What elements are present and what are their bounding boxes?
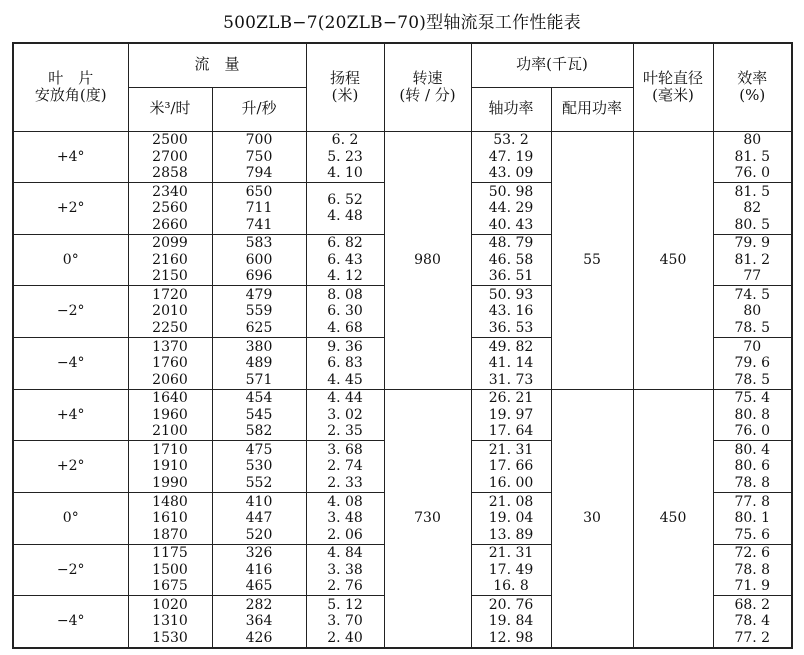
blade-angle-cell-value: +2° [56,458,85,475]
efficiency-cell-value: 80. 4 [734,441,771,458]
flow-m3h-cell-value: 2160 [152,251,188,268]
efficiency-cell-value: 78. 8 [734,474,771,491]
header-speed: 转速 (转 / 分) [384,43,471,131]
head-cell [306,544,384,596]
shaft-power-cell-value: 20. 76 [488,596,534,613]
shaft-power-cell-value: 21. 31 [488,441,534,458]
matched-power-cell-value: 30 [583,510,601,527]
flow-m3h-cell-value: 1370 [152,338,188,355]
speed-cell-value: 730 [414,510,441,527]
flow-ls-cell-value: 545 [245,406,273,423]
header-shaft-power: 轴功率 [471,87,551,131]
shaft-power-cell-value: 19. 97 [488,406,534,423]
efficiency-cell-value: 80. 5 [734,216,771,233]
flow-m3h-cell [128,544,212,596]
flow-ls-cell-value: 571 [245,371,273,388]
header-impeller-diameter: 叶轮直径 (毫米) [633,43,713,131]
efficiency-cell-value: 80 [743,132,762,149]
efficiency-cell-value: 78. 8 [734,561,771,578]
flow-m3h-cell-value: 1175 [152,545,188,562]
head-cell [306,596,384,648]
flow-m3h-cell-value: 2010 [152,303,188,320]
head-cell-value: 2. 35 [327,423,363,440]
flow-ls-cell-value: 583 [245,235,273,252]
efficiency-cell [713,338,792,390]
efficiency-cell-value: 68. 2 [734,596,771,613]
flow-ls-cell-value: 794 [245,165,273,182]
flow-ls-cell [212,389,306,441]
shaft-power-cell-value: 46. 58 [488,251,534,268]
flow-ls-cell-value: 582 [245,423,273,440]
shaft-power-cell-value: 50. 98 [488,183,534,200]
table-row [13,131,792,183]
shaft-power-cell-value: 41. 14 [488,355,534,372]
flow-m3h-cell-value: 1760 [152,355,188,372]
blade-angle-cell-value: +4° [56,148,85,165]
efficiency-cell-value: 76. 0 [734,165,771,182]
blade-angle-cell-value: +2° [56,200,85,217]
shaft-power-cell-value: 16. 00 [488,474,534,491]
efficiency-cell-value: 79. 9 [734,235,771,252]
head-cell-value: 4. 12 [327,268,363,285]
flow-ls-cell-value: 479 [245,286,273,303]
flow-ls-cell-value: 454 [245,390,273,407]
flow-ls-cell-value: 447 [245,510,273,527]
performance-table [12,42,793,649]
head-cell [306,234,384,286]
impeller-diameter-cell [633,389,713,648]
efficiency-cell-value: 80. 1 [734,510,771,527]
efficiency-cell [713,596,792,648]
shaft-power-cell-value: 12. 98 [488,629,534,646]
efficiency-cell-value: 79. 6 [734,355,771,372]
efficiency-cell-value: 74. 5 [734,286,771,303]
header-head: 扬程 (米) [306,43,384,131]
shaft-power-cell-value: 49. 82 [488,338,534,355]
head-cell-value: 6. 82 [327,235,363,252]
head-cell-value: 5. 12 [327,596,363,613]
flow-ls-cell [212,286,306,338]
flow-m3h-cell-value: 1870 [152,526,188,543]
efficiency-cell-value: 75. 6 [734,526,771,543]
head-cell-value: 4. 10 [327,165,363,182]
shaft-power-cell-value: 21. 08 [488,493,534,510]
flow-m3h-cell [128,234,212,286]
efficiency-cell-value: 82 [743,200,762,217]
head-cell-value: 8. 08 [327,286,363,303]
flow-m3h-cell-value: 2150 [152,268,188,285]
shaft-power-cell-value: 47. 19 [488,148,534,165]
shaft-power-cell [471,131,551,183]
flow-ls-cell-value: 696 [245,268,273,285]
efficiency-cell [713,492,792,544]
efficiency-cell-value: 81. 5 [734,183,771,200]
head-cell-value: 4. 44 [327,390,363,407]
flow-m3h-cell-value: 1610 [152,510,188,527]
shaft-power-cell [471,183,551,235]
flow-ls-cell-value: 416 [245,561,273,578]
head-cell [306,183,384,235]
shaft-power-cell-value: 44. 29 [488,200,534,217]
efficiency-cell-value: 71. 9 [734,578,771,595]
efficiency-cell-value: 78. 5 [734,320,771,336]
flow-m3h-cell-value: 1310 [152,613,188,630]
head-cell-value: 3. 68 [327,441,363,458]
flow-m3h-cell-value: 2099 [152,235,188,252]
head-cell-value: 3. 48 [327,510,363,527]
head-cell-value: 4. 68 [327,320,363,336]
head-cell [306,131,384,183]
flow-m3h-cell-value: 2700 [152,148,188,165]
flow-ls-cell-value: 625 [245,320,273,336]
blade-angle-cell [13,183,128,235]
head-cell-value: 3. 70 [327,613,363,630]
shaft-power-cell-value: 36. 51 [488,268,534,285]
shaft-power-cell-value: 53. 2 [493,132,529,149]
shaft-power-cell [471,286,551,338]
head-cell-value: 3. 38 [327,561,363,578]
flow-ls-cell-value: 520 [245,526,273,543]
flow-ls-cell [212,492,306,544]
head-cell-value: 4. 08 [327,493,363,510]
efficiency-cell-value: 78. 4 [734,613,771,630]
efficiency-cell-value: 77 [743,268,762,285]
head-cell-value: 6. 2 [331,132,359,149]
flow-ls-cell-value: 650 [245,183,273,200]
flow-ls-cell-value: 559 [245,303,273,320]
efficiency-cell [713,131,792,183]
blade-angle-cell-value: 0° [62,510,79,527]
shaft-power-cell [471,389,551,441]
flow-m3h-cell-value: 1640 [152,390,188,407]
flow-m3h-cell-value: 1720 [152,286,188,303]
head-cell [306,389,384,441]
matched-power-cell-value: 55 [583,251,601,268]
flow-ls-cell-value: 364 [245,613,273,630]
head-cell-value: 2. 76 [327,578,363,595]
efficiency-cell-value: 77. 8 [734,493,771,510]
shaft-power-cell [471,234,551,286]
flow-m3h-cell-value: 1960 [152,406,188,423]
shaft-power-cell-value: 36. 53 [488,320,534,336]
flow-ls-cell-value: 711 [245,200,273,217]
blade-angle-cell [13,389,128,441]
shaft-power-cell-value: 16. 8 [493,578,529,595]
head-cell-value: 4. 48 [327,208,363,225]
blade-angle-cell-value: +4° [56,406,85,423]
flow-ls-cell-value: 530 [245,458,273,475]
shaft-power-cell [471,338,551,390]
flow-m3h-cell-value: 2250 [152,320,188,336]
efficiency-cell-value: 76. 0 [734,423,771,440]
flow-m3h-cell-value: 1675 [152,578,188,595]
head-cell-value: 6. 30 [327,303,363,320]
flow-ls-cell [212,338,306,390]
shaft-power-cell [471,596,551,648]
efficiency-cell-value: 80. 8 [734,406,771,423]
flow-ls-cell [212,131,306,183]
head-cell-value: 2. 74 [327,458,363,475]
speed-cell [384,131,471,389]
head-cell-value: 2. 33 [327,474,363,491]
blade-angle-cell-value: −4° [56,355,85,372]
head-cell-value: 4. 45 [327,371,363,388]
flow-m3h-cell [128,492,212,544]
header-efficiency: 效率 (%) [713,43,792,131]
impeller-diameter-cell-value: 450 [659,251,687,268]
blade-angle-cell [13,441,128,493]
flow-ls-cell-value: 741 [245,216,273,233]
flow-ls-cell-value: 600 [245,251,273,268]
efficiency-cell [713,234,792,286]
flow-m3h-cell-value: 1910 [152,458,188,475]
head-cell-value: 4. 84 [327,545,363,562]
flow-m3h-cell [128,389,212,441]
head-cell [306,492,384,544]
flow-m3h-cell-value: 2858 [152,165,188,182]
flow-m3h-cell-value: 2500 [152,132,188,149]
header-matched-power: 配用功率 [551,87,633,131]
impeller-diameter-cell [633,131,713,389]
flow-ls-cell-value: 465 [245,578,273,595]
shaft-power-cell-value: 43. 09 [488,165,534,182]
head-cell [306,286,384,338]
shaft-power-cell-value: 13. 89 [488,526,534,543]
flow-m3h-cell-value: 2660 [152,216,188,233]
blade-angle-cell [13,596,128,648]
flow-m3h-cell-value: 1020 [152,596,188,613]
flow-ls-cell-value: 426 [245,629,273,646]
head-cell-value: 6. 52 [327,191,363,208]
shaft-power-cell [471,492,551,544]
flow-ls-cell-value: 475 [245,441,273,458]
flow-m3h-cell [128,338,212,390]
flow-ls-cell [212,234,306,286]
blade-angle-cell-value: −2° [56,561,85,578]
flow-ls-cell [212,596,306,648]
matched-power-cell [551,131,633,389]
blade-angle-cell-value: 0° [62,251,79,268]
efficiency-cell-value: 80. 6 [734,458,771,475]
head-cell-value: 6. 43 [327,251,363,268]
header-power: 功率(千瓦) [471,43,633,87]
efficiency-cell-value: 78. 5 [734,371,771,388]
shaft-power-cell-value: 43. 16 [488,303,534,320]
flow-ls-cell-value: 282 [245,596,273,613]
blade-angle-cell [13,286,128,338]
shaft-power-cell-value: 19. 84 [488,613,534,630]
page-title: 500ZLB−7(20ZLB−70)型轴流泵工作性能表 [223,13,581,33]
head-cell-value: 2. 06 [327,526,363,543]
flow-ls-cell-value: 700 [245,132,273,149]
shaft-power-cell [471,441,551,493]
shaft-power-cell-value: 17. 64 [488,423,534,440]
flow-m3h-cell-value: 1480 [152,493,188,510]
flow-ls-cell-value: 552 [245,474,273,491]
shaft-power-cell-value: 21. 31 [488,545,534,562]
flow-ls-cell-value: 380 [245,338,273,355]
blade-angle-cell-value: −2° [56,303,85,320]
header-blade-angle: 叶 片 安放角(度) [13,43,128,131]
flow-m3h-cell-value: 1990 [152,474,188,491]
head-cell-value: 5. 23 [327,148,363,165]
flow-ls-cell-value: 410 [245,493,273,510]
blade-angle-cell [13,338,128,390]
flow-m3h-cell [128,441,212,493]
efficiency-cell [713,441,792,493]
blade-angle-cell [13,492,128,544]
blade-angle-cell [13,544,128,596]
shaft-power-cell-value: 40. 43 [488,216,534,233]
head-cell-value: 2. 40 [327,629,363,646]
shaft-power-cell-value: 19. 04 [488,510,534,527]
shaft-power-cell-value: 31. 73 [488,371,534,388]
head-cell [306,338,384,390]
blade-angle-cell-value: −4° [56,613,85,630]
flow-m3h-cell [128,131,212,183]
flow-m3h-cell-value: 1500 [152,561,188,578]
flow-ls-cell [212,183,306,235]
flow-m3h-cell [128,286,212,338]
efficiency-cell-value: 77. 2 [734,629,771,646]
flow-m3h-cell-value: 2340 [152,183,188,200]
shaft-power-cell [471,544,551,596]
flow-m3h-cell-value: 1710 [152,441,188,458]
efficiency-cell-value: 81. 5 [734,148,771,165]
blade-angle-cell [13,131,128,183]
efficiency-cell [713,389,792,441]
impeller-diameter-cell-value: 450 [659,510,687,527]
shaft-power-cell-value: 17. 49 [488,561,534,578]
head-cell [306,441,384,493]
table-row [13,389,792,441]
speed-cell [384,389,471,648]
flow-ls-cell [212,544,306,596]
flow-ls-cell-value: 326 [245,545,273,562]
header-flow: 流 量 [128,43,306,87]
flow-ls-cell-value: 750 [245,148,273,165]
shaft-power-cell-value: 26. 21 [488,390,534,407]
header-flow-ls: 升/秒 [212,87,306,131]
efficiency-cell-value: 80 [743,303,762,320]
speed-cell-value: 980 [414,251,441,268]
efficiency-cell-value: 72. 6 [734,545,771,562]
flow-m3h-cell-value: 1530 [152,629,188,646]
efficiency-cell [713,183,792,235]
flow-ls-cell-value: 489 [245,355,273,372]
shaft-power-cell-value: 17. 66 [488,458,534,475]
efficiency-cell [713,286,792,338]
efficiency-cell [713,544,792,596]
blade-angle-cell [13,234,128,286]
flow-ls-cell [212,441,306,493]
efficiency-cell-value: 70 [743,338,762,355]
efficiency-cell-value: 75. 4 [734,390,771,407]
header-flow-m3h: 米³/时 [128,87,212,131]
head-cell-value: 3. 02 [327,406,363,423]
shaft-power-cell-value: 50. 93 [488,286,534,303]
shaft-power-cell-value: 48. 79 [488,235,534,252]
flow-m3h-cell [128,183,212,235]
head-cell-value: 6. 83 [327,355,363,372]
flow-m3h-cell-value: 2100 [152,423,188,440]
head-cell-value: 9. 36 [327,338,363,355]
flow-m3h-cell-value: 2060 [152,371,188,388]
flow-m3h-cell [128,596,212,648]
flow-m3h-cell-value: 2560 [152,200,188,217]
matched-power-cell [551,389,633,648]
efficiency-cell-value: 81. 2 [734,251,771,268]
